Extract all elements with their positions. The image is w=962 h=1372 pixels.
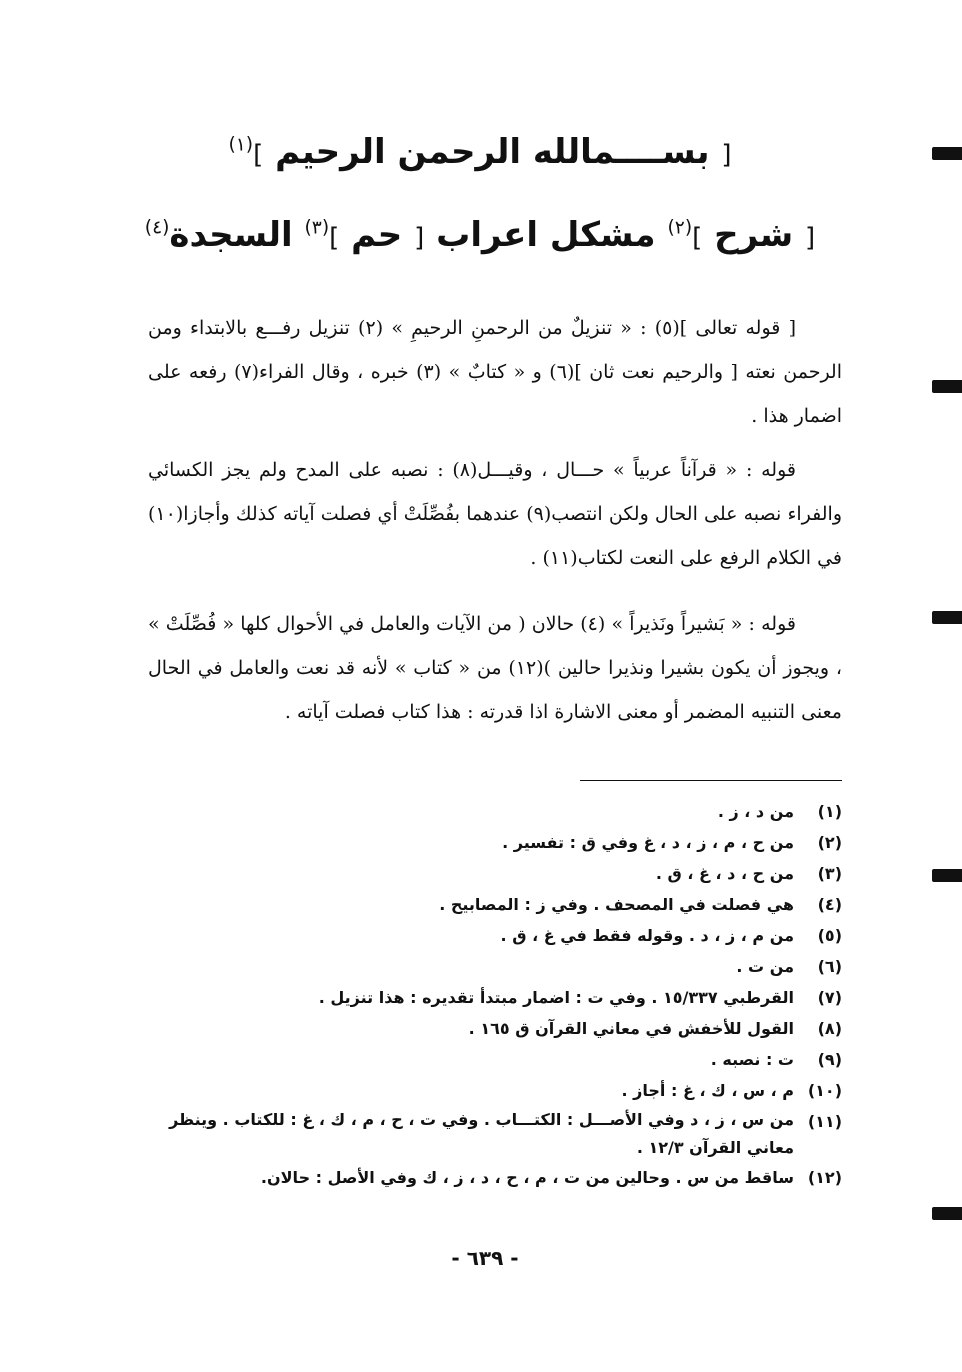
chapter-title: [110, 215, 850, 255]
edge-marker: [932, 1207, 962, 1220]
footnote: [150, 858, 842, 889]
footnote-ref: (٤): [144, 217, 170, 239]
bracket: [: [414, 223, 425, 253]
basmala-heading: [110, 132, 850, 172]
footnote: [150, 827, 842, 858]
paragraph: [148, 602, 842, 734]
footnote-divider: [580, 780, 842, 781]
edge-marker: [932, 380, 962, 393]
footnote-ref: (١): [228, 134, 254, 156]
footnote-number: (٢): [817, 833, 842, 852]
title-word: السجدة: [169, 215, 293, 255]
footnote-number: (١٠): [807, 1081, 842, 1100]
title-word: شرح: [714, 215, 794, 255]
basmala-text: بســــمالله الرحمن الرحيم: [275, 132, 710, 172]
footnote-number: (٦): [817, 957, 842, 976]
bracket: ]: [692, 223, 703, 253]
paragraph: [148, 306, 842, 438]
footnote: [150, 951, 842, 982]
edge-marker: [932, 869, 962, 882]
footnote-ref: (٢): [667, 217, 693, 239]
footnote-number: (١١): [807, 1112, 842, 1131]
footnote-number: (٨): [817, 1019, 842, 1038]
footnote-number: (٧): [817, 988, 842, 1007]
footnote: [150, 1013, 842, 1044]
title-word: حم: [351, 215, 403, 255]
footnote-text: م ، س ، ك ، غ : أجاز .: [621, 1081, 794, 1100]
title-word: مشكل اعراب: [436, 215, 656, 255]
footnote: [150, 1075, 842, 1106]
paragraph-text: قوله : « قرآناً عربياً » حـــال ، وقيـــل(٨) : نصبه على المدح ولم يجز الكسائي والفراء نصبه على الحال ولكن انتصب(٩) عندهما بفُصِّلَتْ أي فصلت آياته كذلك وأجازا(١٠) في الكلام الرفع على النعت لكتاب(١١) .: [148, 459, 843, 569]
paragraph-text: [ قوله تعالى ](٥) : « تنزيلٌ من الرحمنِ الرحيمِ » (٢) تنزيل رفـــع بالابتداء ومن الرحمن نعته [ والرحيم نعت ثان ](٦) و « كتابٌ » (٣) خبره ، وقال الفراء(٧) رفعه على اضمار هذا .: [148, 317, 842, 427]
footnote-text: من ح ، م ، ز ، د ، غ وفي ق : تفسير .: [502, 833, 794, 852]
bracket: ]: [253, 140, 264, 170]
footnote-text: من س ، ز ، د وفي الأصـــل : الكتـــاب . وفي ت ، ح ، م ، ك ، غ : للكتاب . وينظر معاني القرآن ١٢/٣ .: [169, 1110, 794, 1157]
footnote: [150, 920, 842, 951]
paragraph-text: قوله : « بَشيراً ونَذيراً » (٤) حالان ( من الآيات والعامل في الأحوال كلها « فُصِّلَتْ » ، ويجوز أن يكون بشيرا ونذيرا حالين )(١٢) من « كتاب » لأنه قد نعت والعامل في الحال معنى التنبيه المضمر أو معنى الاشارة اذا قدرته : هذا كتاب فصلت آياته .: [148, 613, 842, 723]
footnote-text: من ح ، د ، غ ، ق .: [655, 864, 794, 883]
footnote-text: ت : نصبه .: [710, 1050, 794, 1069]
footnote-number: (٥): [817, 926, 842, 945]
footnote-ref: (٣): [304, 217, 330, 239]
paragraph: [148, 448, 842, 580]
footnote: [150, 1106, 842, 1162]
page-number: - ٦٣٩ -: [451, 1246, 519, 1270]
footnote: [150, 889, 842, 920]
footnote: [150, 796, 842, 827]
footnotes: [150, 796, 842, 1193]
edge-marker: [932, 611, 962, 624]
footnote-number: (١٢): [807, 1168, 842, 1187]
bracket: [: [805, 223, 816, 253]
footnote-number: (١): [817, 802, 842, 821]
footnote: [150, 982, 842, 1013]
footnote-number: (٩): [817, 1050, 842, 1069]
edge-marker: [932, 147, 962, 160]
footnote-number: (٤): [817, 895, 842, 914]
footnote-text: من د ، ز .: [717, 802, 794, 821]
footnote: [150, 1162, 842, 1193]
footnote-text: ساقط من س . وحالين من ت ، م ، ح ، د ، ز ، ك وفي الأصل : حالان.: [260, 1168, 794, 1187]
footnote-text: القرطبي ١٥/٣٣٧ . وفي ت : اضمار مبتدأ تقديره : هذا تنزيل .: [318, 988, 794, 1007]
footnote-text: هي فصلت في المصحف . وفي ز : المصابيح .: [439, 895, 794, 914]
footnote: [150, 1044, 842, 1075]
footnote-text: من م ، ز ، د . وقوله فقط في غ ، ق .: [500, 926, 794, 945]
footnote-text: القول للأخفش في معاني القرآن ق ١٦٥ .: [468, 1019, 794, 1038]
bracket: ]: [329, 223, 340, 253]
footnote-number: (٣): [817, 864, 842, 883]
footnote-text: من ت .: [736, 957, 794, 976]
bracket: [: [721, 140, 732, 170]
